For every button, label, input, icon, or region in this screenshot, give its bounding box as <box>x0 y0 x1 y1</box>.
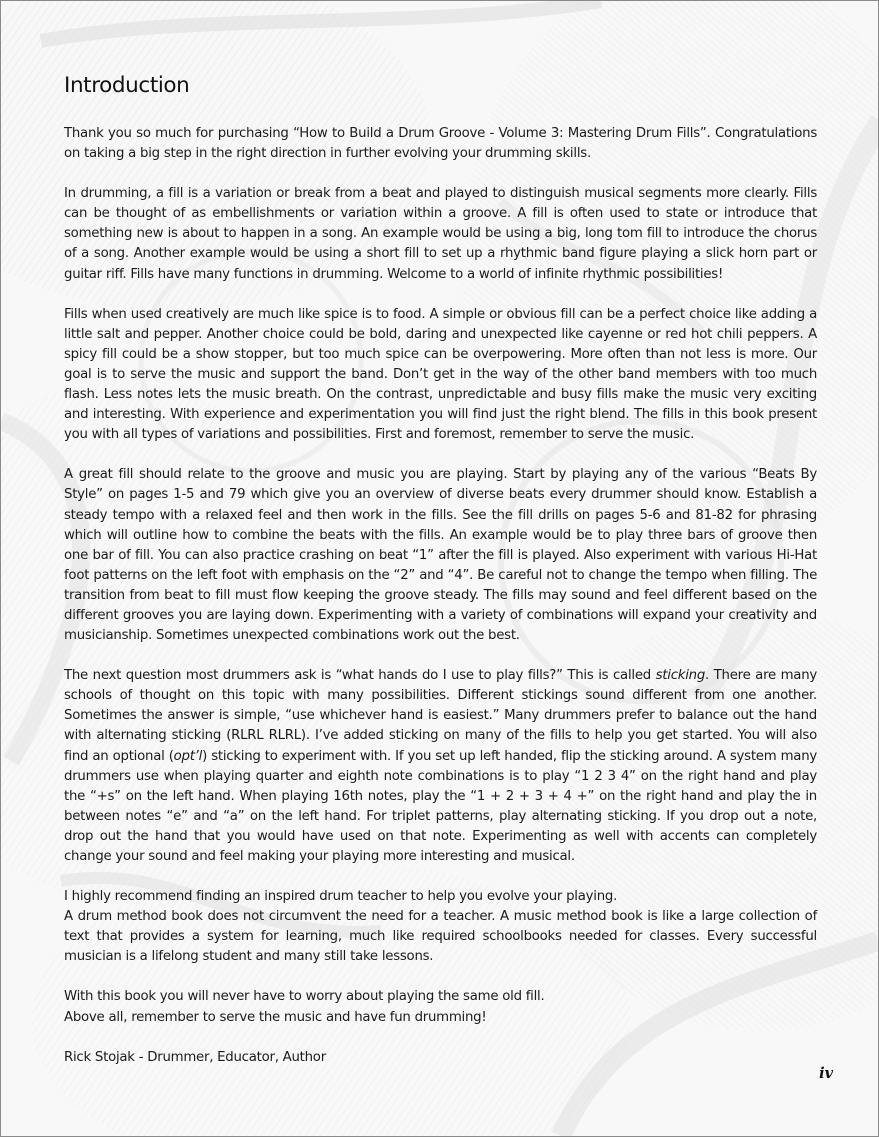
intro-paragraph-5 <box>64 666 817 867</box>
page-title: Introduction <box>64 73 190 98</box>
sticking-term: sticking <box>655 668 706 684</box>
paragraph-5-text-a: The next question most drummers ask is “what hands do I use to play fills?” This is called <box>64 668 656 684</box>
author-signature: Rick Stojak - Drummer, Educator, Author <box>64 1049 326 1065</box>
intro-paragraph-2: In drumming, a fill is a variation or break from a beat and played to distinguish musical segments more clearly. Fills can be thought of as embellishments or variation within a groove. A fill is often used to state or introduce that something new is about to happen in a song. An example would be using a big, long tom fill to introduce the chorus of a song. Another example would be using a short fill to set up a rhythmic band figure playing a slick horn part or guitar riff. Fills have many functions in drumming. Welcome to a world of infinite rhythmic possibilities! <box>64 186 817 282</box>
introduction-content <box>64 71 817 1068</box>
intro-paragraph-7-line-2: Above all, remember to serve the music and have fun drumming! <box>64 1009 487 1025</box>
optional-term: opt’l <box>173 748 203 764</box>
intro-paragraph-1: Thank you so much for purchasing “How to Build a Drum Groove - Volume 3: Mastering Drum Fills”. Congratulations on taking a big step in the right direction in further evolving your drumming skills. <box>64 126 817 162</box>
intro-paragraph-4: A great fill should relate to the groove and music you are playing. Start by playing any of the various “Beats By Style” on pages 1-5 and 79 which give you an overview of diverse beats every drummer should know. Establish a steady tempo with a relaxed feel and then work in the fills. See the fill drills on pages 5-6 and 81-82 for phrasing which will outline how to combine the beats with the fills. An example would be to play three bars of groove then one bar of fill. You can also practice crashing on beat “1” after the fill is played. Also experiment with various Hi-Hat foot patterns on the left foot with emphasis on the “2” and “4”. Be careful not to change the tempo when filling. The transition from beat to fill must flow keeping the groove steady. The fills may sound and feel different based on the different grooves you are laying down. Experimenting with a variety of combinations will expand your creativity and musicianship. Sometimes unexpected combinations work out the best. <box>64 467 817 644</box>
page-number: iv <box>819 1065 833 1082</box>
intro-paragraph-6-line-1: I highly recommend finding an inspired drum teacher to help you evolve your playing. <box>64 889 618 905</box>
intro-paragraph-6: A drum method book does not circumvent the need for a teacher. A music method book is like a large collection of text that provides a system for learning, much like required schoolbooks needed for classes. Every successful musician is a lifelong student and many still take lessons. <box>64 909 817 965</box>
paragraph-5-text-b: . There are many schools of thought on this topic with many possibilities. Different stickings sound different from one another. Sometimes the answer is simple, “use whichever hand is easiest.” Many drummers prefer to balance out the hand with alternating sticking (RLRL RLRL). I’ve added sticking on many of the fills to help you get started. You will also find an optional ( <box>64 668 817 764</box>
intro-paragraph-3: Fills when used creatively are much like spice is to food. A simple or obvious fill can be a perfect choice like adding a little salt and pepper. Another choice could be bold, daring and unexpected like cayenne or red hot chili peppers. A spicy fill could be a show stopper, but too much spice can be overpowering. More often than not less is more. Our goal is to serve the music and support the band. Don’t get in the way of the other band members with too much flash. Less notes lets the music breath. On the contrast, unpredictable and busy fills make the music very exciting and interesting. With experience and experimentation you will find just the right blend. The fills in this book present you with all types of variations and possibilities. First and foremost, remember to serve the music. <box>64 306 817 443</box>
intro-paragraph-7-line-1: With this book you will never have to worry about playing the same old fill. <box>64 989 545 1005</box>
paragraph-5-text-c: ) sticking to experiment with. If you set up left handed, flip the sticking around. A system many drummers use when playing quarter and eighth note combinations is to play “1 2 3 4” on the right hand and play the “+s” on the left hand. When playing 16th notes, play the “1 + 2 + 3 + 4 +” on the right hand and play the in between notes “e” and “a” on the left hand. For triplet patterns, play alternating sticking. If you drop out a note, drop out the hand that you would have used on that note. Experimenting as well with accents can completely change your sound and feel making your playing more interesting and musical. <box>64 748 817 864</box>
